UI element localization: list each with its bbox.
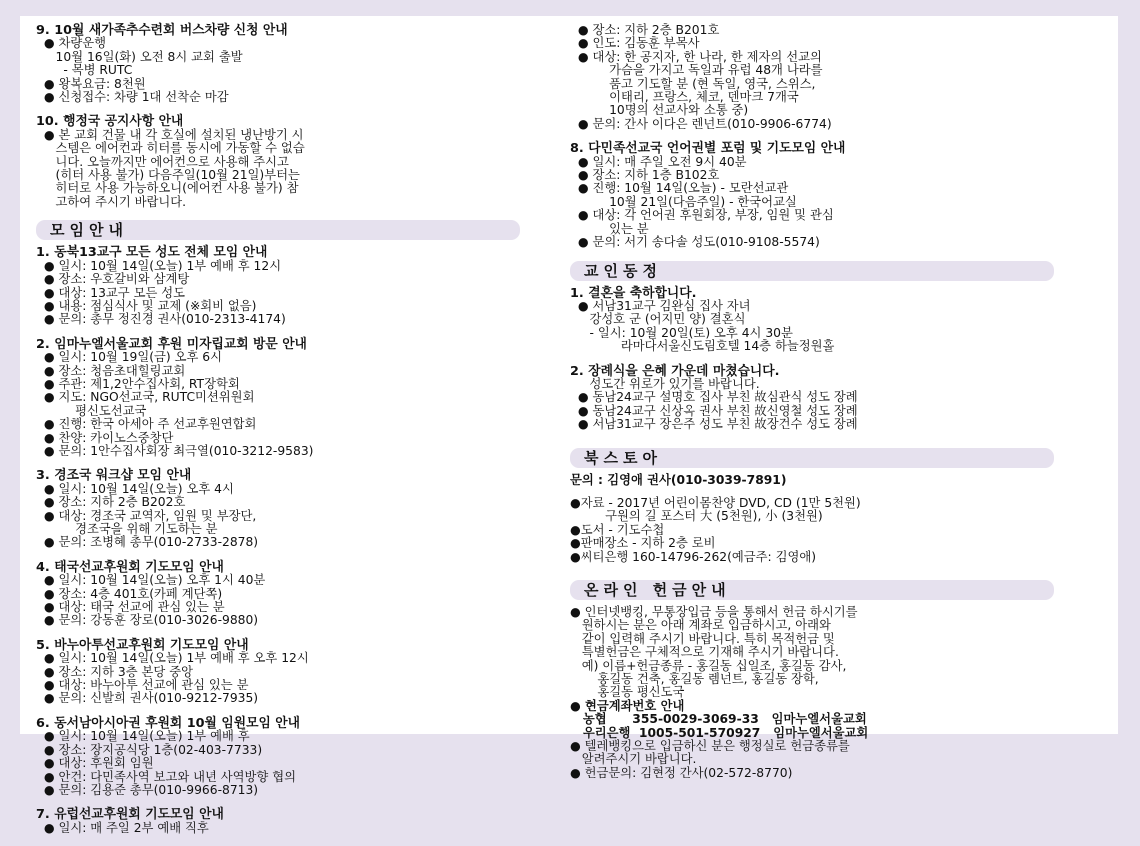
notice-8 — [570, 142, 1100, 249]
account-title: ● 현금계좌번호 안내 — [570, 698, 685, 713]
text-line: 가슴을 가지고 독일과 유럽 48개 나라를 — [570, 63, 823, 78]
notice-item — [36, 808, 566, 835]
text-line: ● 대상: 태국 선교에 관심 있는 분 — [36, 600, 225, 615]
text-line: 10월 16일(화) 오전 8시 교회 출발 — [36, 49, 243, 64]
text-line: ● 안건: 다민족사역 보고와 내년 사역방향 협의 — [36, 769, 296, 784]
text-line: ●씨티은행 160-14796-262(예금주: 김영애) — [570, 549, 817, 564]
text-line: ● 장소: 장지공식당 1층(02-403-7733) — [36, 742, 263, 757]
text-line: ● 서남31교구 김완심 집사 자녀 — [570, 298, 751, 313]
notice-list — [36, 24, 566, 209]
text-line: 품고 기도할 분 (현 독일, 영국, 스위스, — [570, 76, 816, 91]
text-line: (히터 사용 불가) 다음주일(10월 21일)부터는 — [36, 168, 300, 183]
text-line: ● 서남31교구 장은주 성도 부친 故장건수 성도 장례 — [570, 417, 858, 432]
text-line: ● 대상: 13교구 모든 성도 — [36, 285, 186, 300]
news-list — [570, 287, 1100, 432]
notice-title: 5. 바누아투선교후원회 기도모임 안내 — [36, 637, 249, 653]
notice-item — [36, 639, 566, 706]
notice-title: 8. 다민족선교국 언어권별 포럼 및 기도모임 안내 — [570, 141, 846, 157]
text-line: ● 문의: 총무 정진경 권사(010-2313-4174) — [36, 312, 286, 327]
text-line: 경조국을 위해 기도하는 분 — [36, 522, 218, 536]
text-line: 홍길동 평신도국 — [570, 685, 685, 700]
text-line: ● 대상: 한 공지자, 한 나라, 한 제자의 선교의 — [570, 49, 822, 64]
text-line: ● 일시: 10월 19일(금) 오후 6시 — [36, 350, 222, 365]
text-line: ● 내용: 점심식사 및 교제 (※회비 없음) — [36, 298, 257, 313]
notice-item — [36, 24, 566, 104]
notice-title: 3. 경조국 워크샵 모임 안내 — [36, 468, 192, 484]
text-line: ● 찬양: 카이노스중창단 — [36, 430, 174, 445]
text-line: ● 문의: 김용준 총무(010-9966-8713) — [36, 782, 259, 797]
text-line: 특별헌금은 구체적으로 기재해 주시기 바랍니다. — [570, 645, 839, 660]
text-line: ● 인도: 김동훈 부목사 — [570, 36, 700, 51]
text-line: ● 대상: 각 언어권 후원회장, 부장, 임원 및 관심 — [570, 208, 834, 223]
text-line: 강성호 군 (어지민 양) 결혼식 — [570, 312, 746, 327]
notice-item — [36, 469, 566, 549]
meeting-section-header: 모임안내 — [36, 220, 520, 240]
text-line: 평신도선교국 — [36, 403, 147, 418]
text-line: - 일시: 10월 20일(토) 오후 4시 30분 — [570, 325, 793, 340]
text-line: ● 문의: 신발희 권사(010-9212-7935) — [36, 691, 259, 706]
text-line: ● 대상: 경조국 교역자, 임원 및 부장단, — [36, 508, 257, 523]
offering-notes — [570, 740, 1100, 780]
text-line: 라마다서울신도림호텔 14층 하늘정원홀 — [570, 339, 835, 354]
text-line: 스템은 에어컨과 히터를 동시에 가동할 수 없습 — [36, 141, 305, 156]
notice-item — [570, 365, 1100, 432]
text-line: 10월 21일(다음주일) - 한국어교실 — [570, 194, 797, 209]
offering-section-header: 온라인 헌금안내 — [570, 580, 1054, 600]
notice-item — [36, 338, 566, 459]
text-line: 예) 이름+헌금종류 - 홍길동 십일조, 홍길동 감사, — [570, 658, 847, 673]
text-line: ● 진행: 한국 아세아 주 선교후원연합회 — [36, 417, 257, 432]
bulletin-page — [20, 16, 1118, 835]
text-line: 홍길동 건축, 홍길동 렘넌트, 홍길동 장학, — [570, 672, 819, 687]
text-line: 니다. 오늘까지만 에어컨으로 사용해 주시고 — [36, 154, 289, 169]
text-line: ● 장소: 지하 2층 B201호 — [570, 23, 720, 37]
text-line: ● 대상: 바누아투 선교에 관심 있는 분 — [36, 678, 249, 693]
text-line: ●도서 - 기도수첩 — [570, 522, 665, 537]
text-line: ● 헌금문의: 김현정 간사(02-572-8770) — [570, 765, 793, 780]
notice-item — [36, 115, 566, 209]
text-line: ● 일시: 10월 14일(오늘) 오후 1시 40분 — [36, 573, 266, 588]
text-line: ● 대상: 후원회 임원 — [36, 756, 154, 771]
notice-item — [36, 561, 566, 628]
text-line: ● 동남24교구 신상옥 권사 부친 故신영철 성도 장례 — [570, 403, 858, 418]
text-line: ● 왕복요금: 8천원 — [36, 76, 146, 91]
text-line: ● 문의: 조병혜 총무(010-2733-2878) — [36, 535, 259, 550]
text-line: ● 문의: 서기 송다솔 성도(010-9108-5574) — [570, 235, 820, 250]
text-line: ● 장소: 4층 401호(카페 계단쪽) — [36, 586, 223, 601]
text-line: ● 신청접수: 차량 1대 선착순 마감 — [36, 90, 229, 105]
text-line: ●자료 - 2017년 어린이몸찬양 DVD, CD (1만 5천원) — [570, 495, 861, 510]
notice-title: 1. 결혼을 축하합니다. — [570, 285, 697, 301]
text-line: - 목병 RUTC — [36, 63, 133, 78]
text-line: ● 진행: 10월 14일(오늘) - 모란선교관 — [570, 181, 789, 196]
text-line: 이태리, 프랑스, 체코, 덴마크 7개국 — [570, 90, 799, 105]
notice-item — [36, 246, 566, 326]
text-line: 있는 분 — [570, 221, 649, 236]
notice-title: 6. 동서남아시아권 후원회 10월 임원모임 안내 — [36, 715, 300, 731]
text-line: 농협 355-0029-3069-33 임마누엘서울교회 — [570, 712, 867, 727]
text-line: ● 장소: 지하 3층 본당 중앙 — [36, 664, 193, 679]
text-line: 성도간 위로가 있기를 바랍니다. — [570, 376, 760, 391]
text-line: 히터로 사용 가능하오니(에어컨 사용 불가) 참 — [36, 181, 299, 196]
bookstore-info — [570, 497, 1100, 564]
text-line: ●판매장소 - 지하 2층 로비 — [570, 536, 716, 551]
bookstore-section-header: 북스토아 — [570, 448, 1054, 468]
text-line: 구원의 길 포스터 大 (5천원), 小 (3천원) — [570, 509, 823, 524]
text-line: ● 지도: NGO선교국, RUTC미션위원회 — [36, 390, 255, 405]
text-line: ● 차량운행 — [36, 36, 106, 51]
notice-item — [570, 287, 1100, 354]
text-line: ● 문의: 간사 이다은 렌넌트(010-9906-6774) — [570, 116, 832, 131]
notice-title: 2. 장례식을 은혜 가운데 마쳤습니다. — [570, 363, 780, 379]
news-section-header: 교인동정 — [570, 261, 1054, 281]
text-line: ● 일시: 10월 14일(오늘) 1부 예배 후 — [36, 729, 250, 744]
text-line: ● 문의: 강동훈 장로(010-3026-9880) — [36, 613, 259, 628]
text-line: ● 일시: 매 주일 2부 예배 직후 — [36, 820, 209, 835]
text-line: ● 일시: 10월 14일(오늘) 1부 예배 후 12시 — [36, 258, 282, 273]
text-line: 원하시는 분은 아래 계좌로 입금하시고, 아래와 — [570, 618, 831, 633]
continued-notice — [570, 24, 1100, 131]
notice-title: 2. 임마누엘서울교회 후원 미자립교회 방문 안내 — [36, 336, 307, 352]
text-line: ● 장소: 지하 1층 B102호 — [570, 168, 720, 183]
meeting-list — [36, 246, 566, 835]
text-line: 우리은행 1005-501-570927 임마누엘서울교회 — [570, 725, 869, 740]
notice-item — [36, 717, 566, 797]
notice-title: 1. 동북13교구 모든 성도 전체 모임 안내 — [36, 245, 268, 261]
text-line: 알려주시기 바랍니다. — [570, 752, 697, 767]
notice-title: 10. 행정국 공지사항 안내 — [36, 114, 184, 130]
text-line: ● 일시: 10월 14일(오늘) 오후 4시 — [36, 481, 234, 496]
account-list — [570, 713, 1100, 740]
text-line: ● 텔레뱅킹으로 입금하신 분은 행정실로 헌금종류를 — [570, 739, 850, 754]
text-line: ● 문의: 1안수집사회장 최극열(010-3212-9583) — [36, 443, 314, 458]
text-line: ● 장소: 우호갈비와 삼계탕 — [36, 272, 190, 287]
text-line: ● 동남24교구 설명호 집사 부친 故심관식 성도 장례 — [570, 390, 858, 405]
notice-title: 7. 유럽선교후원회 기도모임 안내 — [36, 807, 224, 823]
text-line: 같이 입력해 주시기 바랍니다. 특히 목적헌금 및 — [570, 631, 835, 646]
text-line: ● 장소: 지하 2층 B202호 — [36, 495, 186, 510]
text-line: ● 일시: 매 주일 오전 9시 40분 — [570, 154, 747, 169]
text-line: ● 장소: 청음초대힐링교회 — [36, 363, 186, 378]
offering-info — [570, 606, 1100, 700]
notice-title: 9. 10월 새가족추수련회 버스차량 신청 안내 — [36, 23, 288, 38]
bookstore-contact: 문의 : 김영애 권사(010-3039-7891) — [570, 472, 787, 487]
text-line: ● 일시: 10월 14일(오늘) 1부 예배 후 오후 12시 — [36, 651, 309, 666]
left-column — [36, 24, 566, 846]
text-line: ● 주관: 제1,2안수집사회, RT장학회 — [36, 376, 240, 391]
notice-title: 4. 태국선교후원회 기도모임 안내 — [36, 559, 224, 575]
text-line: ● 인터넷뱅킹, 무통장입금 등을 통해서 헌금 하시기를 — [570, 605, 858, 619]
text-line: 고하여 주시기 바랍니다. — [36, 194, 187, 209]
right-column — [570, 24, 1100, 780]
text-line: ● 본 교회 건물 내 각 호실에 설치된 냉난방기 시 — [36, 127, 304, 142]
text-line: 10명의 선교사와 소통 중) — [570, 103, 749, 118]
